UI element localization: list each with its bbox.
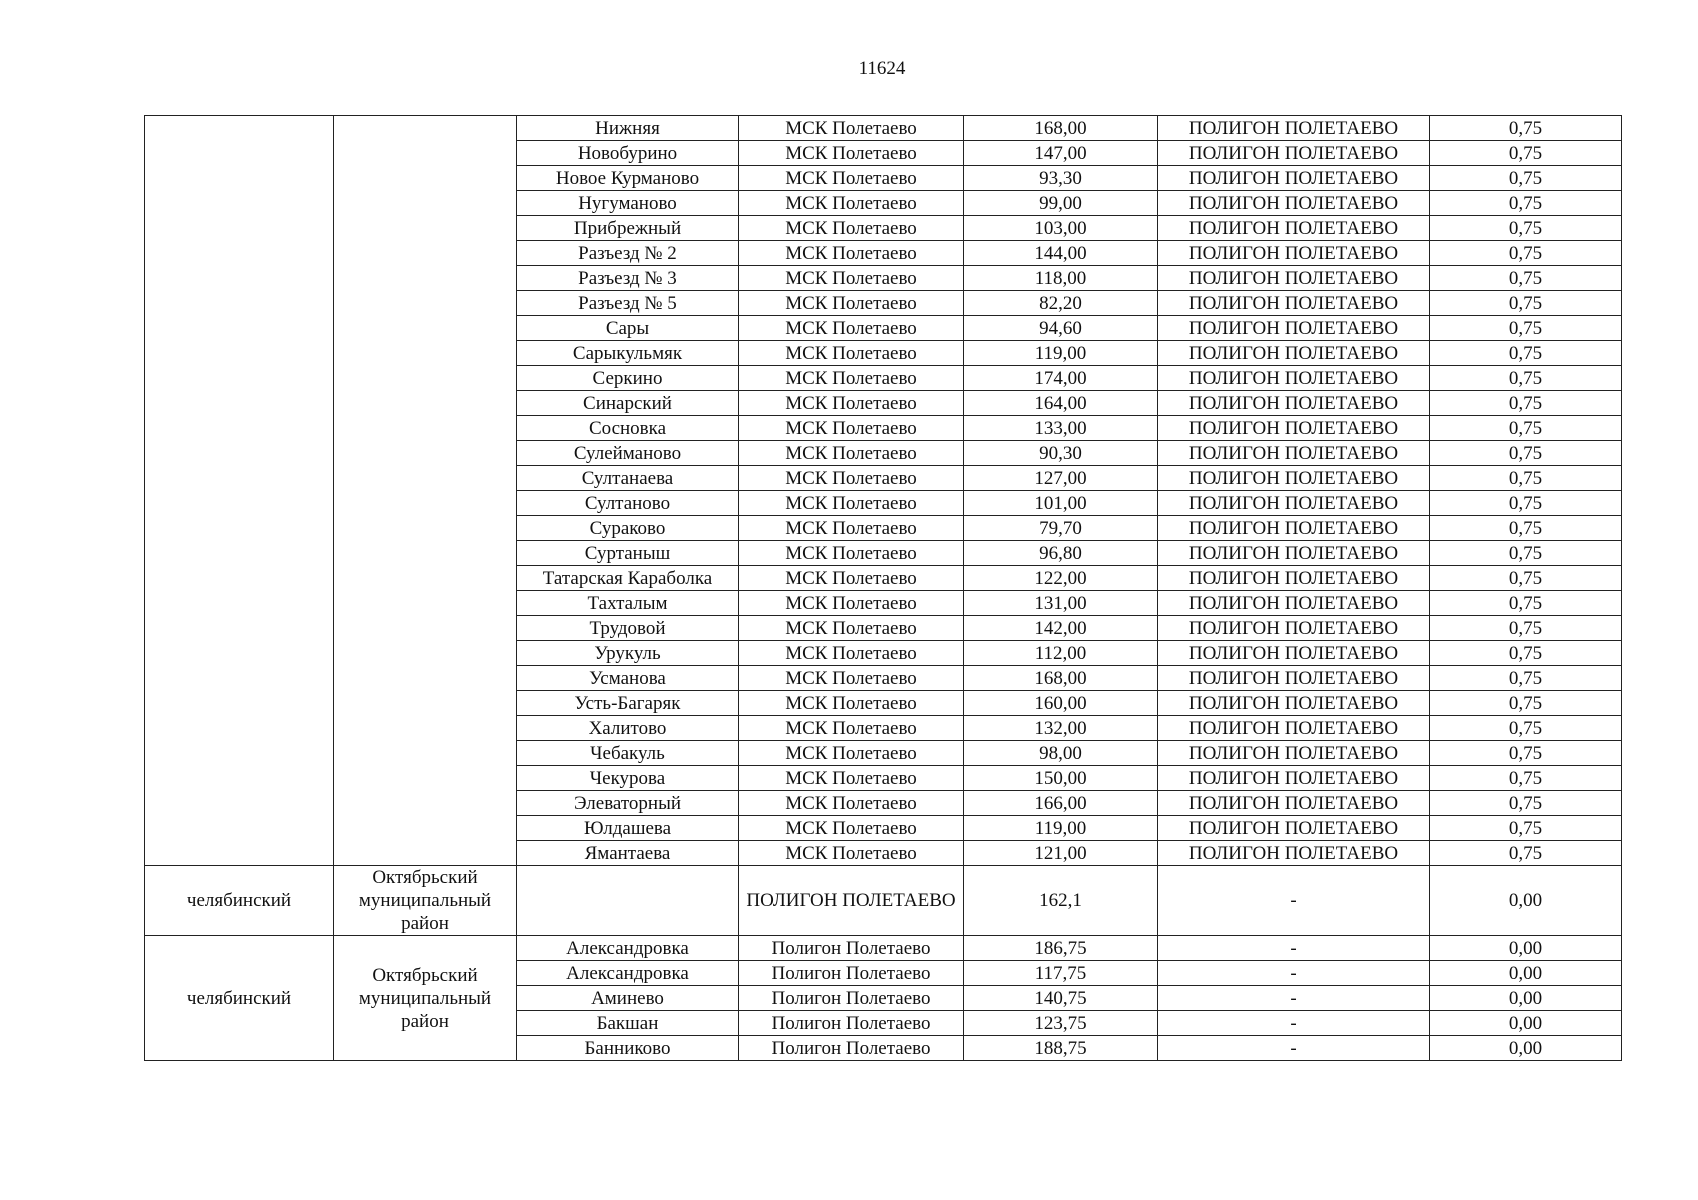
distance-cell: 112,00 [964, 641, 1158, 666]
coef-cell: 0,75 [1430, 741, 1622, 766]
distance-cell: 121,00 [964, 841, 1158, 866]
coef-cell: 0,75 [1430, 116, 1622, 141]
coef-cell: 0,75 [1430, 716, 1622, 741]
distance-cell: 174,00 [964, 366, 1158, 391]
distance-cell: 142,00 [964, 616, 1158, 641]
coef-cell: 0,00 [1430, 961, 1622, 986]
source-cell: ПОЛИГОН ПОЛЕТАЕВО [739, 866, 964, 936]
coef-cell: 0,75 [1430, 766, 1622, 791]
locality-cell: Банниково [517, 1036, 739, 1061]
distance-cell: 150,00 [964, 766, 1158, 791]
locality-cell: Чекурова [517, 766, 739, 791]
source-cell: МСК Полетаево [739, 416, 964, 441]
locality-cell: Элеваторный [517, 791, 739, 816]
destination-cell: ПОЛИГОН ПОЛЕТАЕВО [1158, 316, 1430, 341]
destination-cell: ПОЛИГОН ПОЛЕТАЕВО [1158, 566, 1430, 591]
distance-cell: 123,75 [964, 1011, 1158, 1036]
destination-cell: ПОЛИГОН ПОЛЕТАЕВО [1158, 841, 1430, 866]
distance-cell: 147,00 [964, 141, 1158, 166]
coef-cell: 0,75 [1430, 291, 1622, 316]
source-cell: МСК Полетаево [739, 541, 964, 566]
coef-cell: 0,75 [1430, 516, 1622, 541]
district-cell-empty [334, 116, 517, 866]
distance-cell: 98,00 [964, 741, 1158, 766]
distance-cell: 162,1 [964, 866, 1158, 936]
locality-cell: Новое Курманово [517, 166, 739, 191]
source-cell: МСК Полетаево [739, 291, 964, 316]
distance-cell: 117,75 [964, 961, 1158, 986]
locality-cell: Аминево [517, 986, 739, 1011]
destination-cell: ПОЛИГОН ПОЛЕТАЕВО [1158, 541, 1430, 566]
destination-cell: ПОЛИГОН ПОЛЕТАЕВО [1158, 341, 1430, 366]
coef-cell: 0,00 [1430, 986, 1622, 1011]
distance-cell: 119,00 [964, 816, 1158, 841]
locality-cell: Нугуманово [517, 191, 739, 216]
coef-cell: 0,00 [1430, 936, 1622, 961]
source-cell: МСК Полетаево [739, 391, 964, 416]
source-cell: МСК Полетаево [739, 841, 964, 866]
source-cell: МСК Полетаево [739, 241, 964, 266]
distance-cell: 168,00 [964, 116, 1158, 141]
locality-cell: Усманова [517, 666, 739, 691]
locality-cell: Султаново [517, 491, 739, 516]
locality-cell: Синарский [517, 391, 739, 416]
coef-cell: 0,75 [1430, 641, 1622, 666]
distance-cell: 133,00 [964, 416, 1158, 441]
coef-cell: 0,75 [1430, 416, 1622, 441]
distance-cell: 93,30 [964, 166, 1158, 191]
destination-cell: ПОЛИГОН ПОЛЕТАЕВО [1158, 766, 1430, 791]
coef-cell: 0,75 [1430, 216, 1622, 241]
destination-cell: ПОЛИГОН ПОЛЕТАЕВО [1158, 716, 1430, 741]
coef-cell: 0,00 [1430, 1036, 1622, 1061]
coef-cell: 0,75 [1430, 616, 1622, 641]
source-cell: Полигон Полетаево [739, 1011, 964, 1036]
source-cell: Полигон Полетаево [739, 986, 964, 1011]
destination-cell: ПОЛИГОН ПОЛЕТАЕВО [1158, 516, 1430, 541]
coef-cell: 0,75 [1430, 541, 1622, 566]
distance-cell: 127,00 [964, 466, 1158, 491]
coef-cell: 0,75 [1430, 466, 1622, 491]
source-cell: МСК Полетаево [739, 816, 964, 841]
destination-cell: ПОЛИГОН ПОЛЕТАЕВО [1158, 691, 1430, 716]
coef-cell: 0,75 [1430, 441, 1622, 466]
destination-cell: ПОЛИГОН ПОЛЕТАЕВО [1158, 191, 1430, 216]
source-cell: МСК Полетаево [739, 316, 964, 341]
source-cell: МСК Полетаево [739, 341, 964, 366]
zone-cell: челябинский [145, 936, 334, 1061]
distance-cell: 132,00 [964, 716, 1158, 741]
distance-cell: 82,20 [964, 291, 1158, 316]
destination-cell: ПОЛИГОН ПОЛЕТАЕВО [1158, 816, 1430, 841]
distance-cell: 160,00 [964, 691, 1158, 716]
destination-cell: ПОЛИГОН ПОЛЕТАЕВО [1158, 216, 1430, 241]
source-cell: МСК Полетаево [739, 441, 964, 466]
source-cell: МСК Полетаево [739, 516, 964, 541]
locality-cell: Бакшан [517, 1011, 739, 1036]
coef-cell: 0,75 [1430, 366, 1622, 391]
locality-cell: Разъезд № 5 [517, 291, 739, 316]
destination-cell: - [1158, 986, 1430, 1011]
locality-cell: Халитово [517, 716, 739, 741]
locality-cell: Новобурино [517, 141, 739, 166]
table-row [145, 116, 1622, 141]
source-cell: Полигон Полетаево [739, 1036, 964, 1061]
source-cell: МСК Полетаево [739, 591, 964, 616]
source-cell: МСК Полетаево [739, 491, 964, 516]
coef-cell: 0,00 [1430, 1011, 1622, 1036]
locality-cell: Трудовой [517, 616, 739, 641]
distance-cell: 118,00 [964, 266, 1158, 291]
source-cell: МСК Полетаево [739, 366, 964, 391]
locality-cell: Сары [517, 316, 739, 341]
destination-cell: ПОЛИГОН ПОЛЕТАЕВО [1158, 616, 1430, 641]
coef-cell: 0,75 [1430, 691, 1622, 716]
coef-cell: 0,75 [1430, 816, 1622, 841]
locality-cell: Разъезд № 2 [517, 241, 739, 266]
locality-cell: Султанаева [517, 466, 739, 491]
destination-cell: ПОЛИГОН ПОЛЕТАЕВО [1158, 641, 1430, 666]
source-cell: МСК Полетаево [739, 666, 964, 691]
source-cell: МСК Полетаево [739, 566, 964, 591]
destination-cell: - [1158, 936, 1430, 961]
destination-cell: ПОЛИГОН ПОЛЕТАЕВО [1158, 441, 1430, 466]
distance-cell: 94,60 [964, 316, 1158, 341]
distance-cell: 119,00 [964, 341, 1158, 366]
locality-cell: Сулейманово [517, 441, 739, 466]
distance-cell: 164,00 [964, 391, 1158, 416]
destination-cell: - [1158, 1036, 1430, 1061]
distance-cell: 168,00 [964, 666, 1158, 691]
waste-route-table [144, 115, 1622, 1061]
distance-cell: 166,00 [964, 791, 1158, 816]
destination-cell: - [1158, 866, 1430, 936]
destination-cell: ПОЛИГОН ПОЛЕТАЕВО [1158, 666, 1430, 691]
locality-cell: Юлдашева [517, 816, 739, 841]
locality-cell: Серкино [517, 366, 739, 391]
source-cell: МСК Полетаево [739, 141, 964, 166]
locality-cell: Урукуль [517, 641, 739, 666]
distance-cell: 122,00 [964, 566, 1158, 591]
district-cell: Октябрьский муниципальный район [334, 936, 517, 1061]
locality-cell [517, 866, 739, 936]
district-cell: Октябрьский муниципальный район [334, 866, 517, 936]
coef-cell: 0,75 [1430, 241, 1622, 266]
locality-cell: Тахталым [517, 591, 739, 616]
coef-cell: 0,75 [1430, 166, 1622, 191]
distance-cell: 99,00 [964, 191, 1158, 216]
destination-cell: ПОЛИГОН ПОЛЕТАЕВО [1158, 391, 1430, 416]
locality-cell: Татарская Караболка [517, 566, 739, 591]
locality-cell: Сураково [517, 516, 739, 541]
distance-cell: 96,80 [964, 541, 1158, 566]
source-cell: МСК Полетаево [739, 616, 964, 641]
destination-cell: ПОЛИГОН ПОЛЕТАЕВО [1158, 241, 1430, 266]
source-cell: МСК Полетаево [739, 216, 964, 241]
locality-cell: Сосновка [517, 416, 739, 441]
distance-cell: 79,70 [964, 516, 1158, 541]
destination-cell: ПОЛИГОН ПОЛЕТАЕВО [1158, 491, 1430, 516]
coef-cell: 0,75 [1430, 266, 1622, 291]
coef-cell: 0,75 [1430, 491, 1622, 516]
source-cell: МСК Полетаево [739, 791, 964, 816]
coef-cell: 0,00 [1430, 866, 1622, 936]
coef-cell: 0,75 [1430, 141, 1622, 166]
distance-cell: 144,00 [964, 241, 1158, 266]
destination-cell: ПОЛИГОН ПОЛЕТАЕВО [1158, 466, 1430, 491]
destination-cell: ПОЛИГОН ПОЛЕТАЕВО [1158, 166, 1430, 191]
coef-cell: 0,75 [1430, 666, 1622, 691]
distance-cell: 188,75 [964, 1036, 1158, 1061]
locality-cell: Разъезд № 3 [517, 266, 739, 291]
source-cell: МСК Полетаево [739, 641, 964, 666]
locality-cell: Нижняя [517, 116, 739, 141]
destination-cell: ПОЛИГОН ПОЛЕТАЕВО [1158, 791, 1430, 816]
destination-cell: ПОЛИГОН ПОЛЕТАЕВО [1158, 266, 1430, 291]
zone-cell: челябинский [145, 866, 334, 936]
source-cell: Полигон Полетаево [739, 936, 964, 961]
destination-cell: ПОЛИГОН ПОЛЕТАЕВО [1158, 116, 1430, 141]
destination-cell: ПОЛИГОН ПОЛЕТАЕВО [1158, 141, 1430, 166]
coef-cell: 0,75 [1430, 566, 1622, 591]
source-cell: МСК Полетаево [739, 116, 964, 141]
distance-cell: 186,75 [964, 936, 1158, 961]
locality-cell: Чебакуль [517, 741, 739, 766]
locality-cell: Суртаныш [517, 541, 739, 566]
destination-cell: - [1158, 961, 1430, 986]
destination-cell: ПОЛИГОН ПОЛЕТАЕВО [1158, 591, 1430, 616]
source-cell: МСК Полетаево [739, 466, 964, 491]
locality-cell: Александровка [517, 936, 739, 961]
destination-cell: ПОЛИГОН ПОЛЕТАЕВО [1158, 741, 1430, 766]
table-row [145, 936, 1622, 961]
destination-cell: - [1158, 1011, 1430, 1036]
distance-cell: 90,30 [964, 441, 1158, 466]
source-cell: МСК Полетаево [739, 166, 964, 191]
source-cell: МСК Полетаево [739, 716, 964, 741]
coef-cell: 0,75 [1430, 391, 1622, 416]
source-cell: Полигон Полетаево [739, 961, 964, 986]
page-number: 11624 [858, 58, 906, 79]
locality-cell: Александровка [517, 961, 739, 986]
distance-cell: 101,00 [964, 491, 1158, 516]
coef-cell: 0,75 [1430, 191, 1622, 216]
source-cell: МСК Полетаево [739, 691, 964, 716]
coef-cell: 0,75 [1430, 791, 1622, 816]
locality-cell: Прибрежный [517, 216, 739, 241]
zone-cell-empty [145, 116, 334, 866]
coef-cell: 0,75 [1430, 316, 1622, 341]
coef-cell: 0,75 [1430, 841, 1622, 866]
source-cell: МСК Полетаево [739, 266, 964, 291]
destination-cell: ПОЛИГОН ПОЛЕТАЕВО [1158, 366, 1430, 391]
coef-cell: 0,75 [1430, 341, 1622, 366]
distance-cell: 103,00 [964, 216, 1158, 241]
destination-cell: ПОЛИГОН ПОЛЕТАЕВО [1158, 291, 1430, 316]
destination-cell: ПОЛИГОН ПОЛЕТАЕВО [1158, 416, 1430, 441]
distance-cell: 140,75 [964, 986, 1158, 1011]
source-cell: МСК Полетаево [739, 191, 964, 216]
source-cell: МСК Полетаево [739, 741, 964, 766]
locality-cell: Ямантаева [517, 841, 739, 866]
source-cell: МСК Полетаево [739, 766, 964, 791]
locality-cell: Усть-Багаряк [517, 691, 739, 716]
locality-cell: Сарыкульмяк [517, 341, 739, 366]
distance-cell: 131,00 [964, 591, 1158, 616]
coef-cell: 0,75 [1430, 591, 1622, 616]
table-row [145, 866, 1622, 936]
